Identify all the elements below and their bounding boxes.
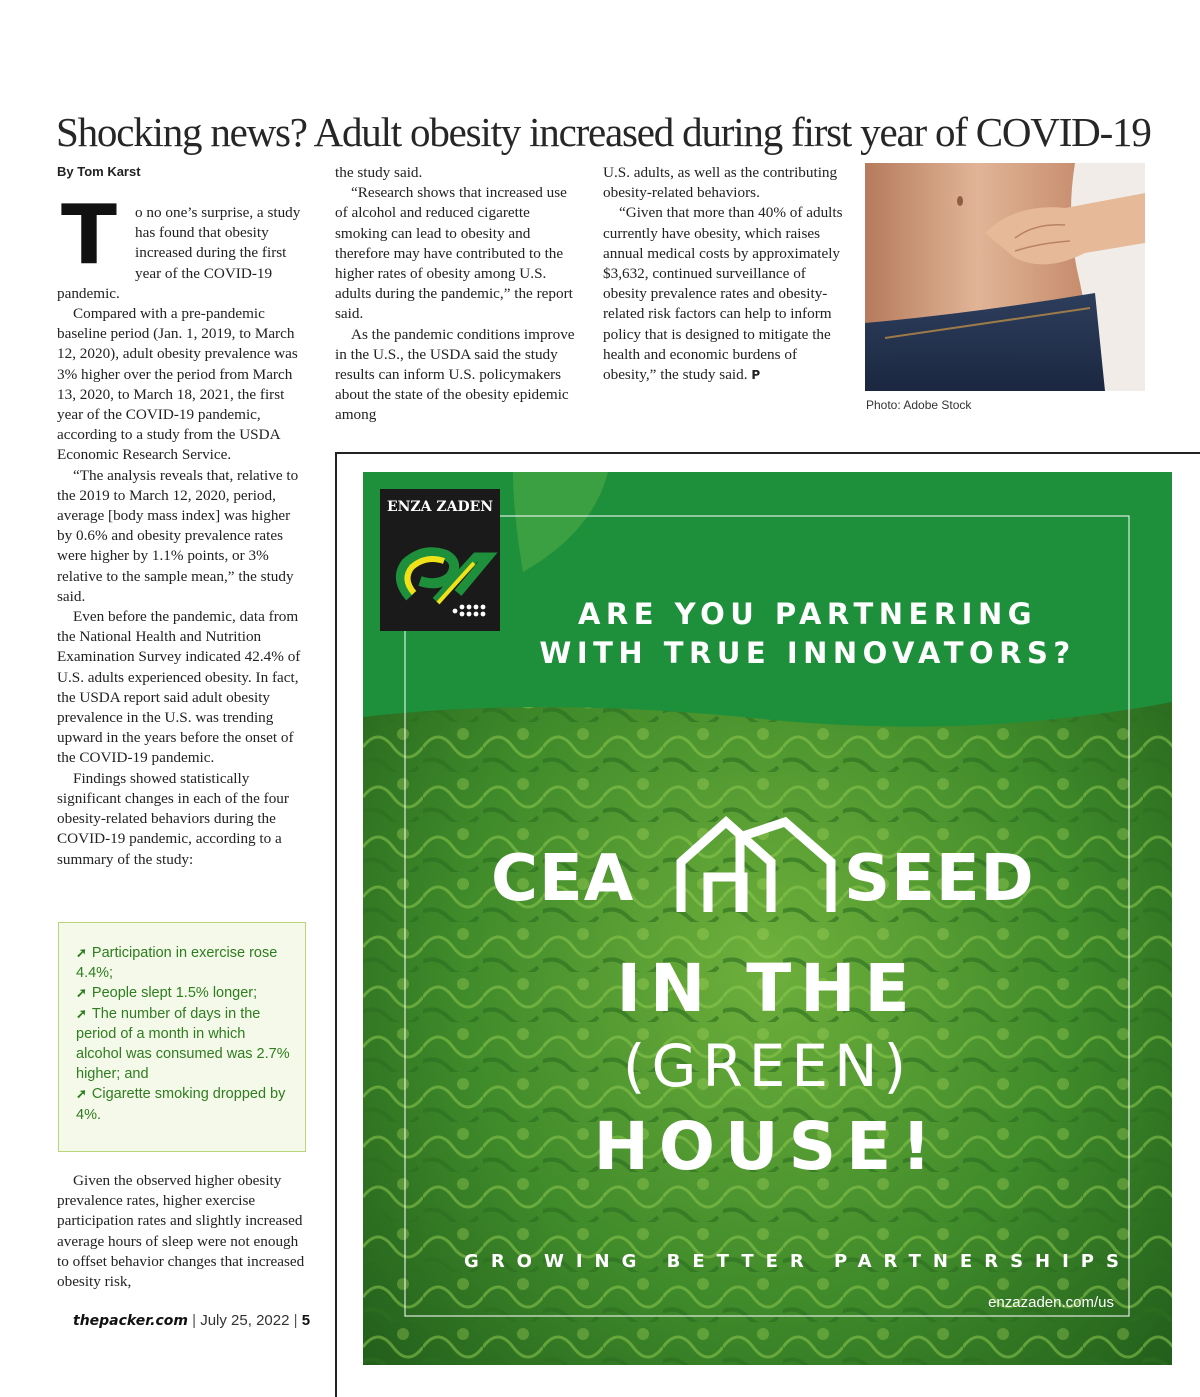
ad-word-cea: CEA xyxy=(491,842,635,916)
article-paragraph: “Given that more than 40% of adults currently have obesity, which raises annual medical costs by approximately $3,632, continued surveillance of obesity prevalence rates and obesity-related risk factors can help to inform policy that is designed to mitigate the health and economic burdens of obesity,” the study said. P xyxy=(603,204,843,384)
findings-sidebar xyxy=(58,922,306,1152)
ad-line-house: HOUSE! xyxy=(593,1108,942,1185)
page-footer: thepacker.com | July 25, 2022 | 5 xyxy=(73,1312,311,1329)
article-paragraph: “The analysis reveals that, relative to the 2019 to March 12, 2020, period, average [body mass index] was higher by 0.6% and obesity prevalence rates were higher by 1.1% points, or 3% relative to the sample mean,” the study said. xyxy=(57,466,299,605)
ad-url[interactable]: enzazaden.com/us xyxy=(988,1294,1114,1311)
sidebar-item: ➚ People slept 1.5% longer; xyxy=(76,985,258,1002)
article-paragraph: o no one’s surprise, a study has found that obesity increased during the first year of the COVID-19 pandemic. xyxy=(57,204,301,302)
arrow-icon: ➚ xyxy=(76,985,87,1001)
advertisement xyxy=(363,472,1172,1365)
article-paragraph: Findings showed statistically significant changes in each of the four obesity-related behaviors during the COVID-19 pandemic, according to a summary of the study: xyxy=(57,769,289,868)
ad-tagline: GROWING BETTER PARTNERSHIPS xyxy=(464,1251,1131,1272)
sidebar-item: ➚ The number of days in the period of a month in which alcohol was consumed was 2.7% higher; and xyxy=(76,1005,290,1083)
article-photo xyxy=(865,163,1145,391)
arrow-icon: ➚ xyxy=(76,945,87,960)
arrow-icon: ➚ xyxy=(76,1086,87,1102)
sidebar-item: ➚ Cigarette smoking dropped by 4%. xyxy=(76,1086,286,1123)
issue-date: July 25, 2022 xyxy=(200,1312,290,1329)
article-paragraph: “Research shows that increased use of alcohol and reduced cigarette smoking can lead to obesity and therefore may have contributed to the higher rates of obesity among U.S. adults during the pandemic,” the report said. xyxy=(335,184,573,323)
drop-cap: T xyxy=(61,188,117,283)
photo-credit: Photo: Adobe Stock xyxy=(866,398,972,412)
byline: By Tom Karst xyxy=(57,164,141,179)
ad-line-green: (GREEN) xyxy=(622,1032,913,1100)
article-column-3 xyxy=(603,163,853,385)
end-mark: P xyxy=(751,368,761,383)
ad-question-line-2: WITH TRUE INNOVATORS? xyxy=(539,636,1076,670)
ad-line-in-the: IN THE xyxy=(616,950,919,1027)
article-column-2 xyxy=(335,163,583,426)
article-paragraph: the study said. xyxy=(335,164,423,181)
sidebar-item: ➚ Participation in exercise rose 4.4%; xyxy=(76,945,278,982)
ad-word-seed: SEED xyxy=(844,842,1035,916)
article-column-1 xyxy=(57,188,305,870)
article-paragraph: U.S. adults, as well as the contributing obesity-related behaviors. xyxy=(603,164,838,202)
headline: Shocking news? Adult obesity increased during first year of COVID-19 xyxy=(56,109,1151,155)
article-paragraph: Even before the pandemic, data from the National Health and Nutrition Examination Survey indicated 42.4% of U.S. adults experienced obesity. In fact, the USDA report said adult obesity prevalence in the U.S. was trending upward in the years before the onset of the COVID-19 pandemic. xyxy=(57,608,301,767)
article-paragraph: Given the observed higher obesity prevalence rates, higher exercise participation rates and slightly increased average hours of sleep were not enough to offset behavior changes that increased obesity risk, xyxy=(57,1172,305,1291)
page-number: 5 xyxy=(301,1312,311,1329)
article-paragraph: As the pandemic conditions improve in the U.S., the USDA said the study results can inform U.S. policymakers about the state of the obesity epidemic among xyxy=(335,325,575,424)
enza-zaden-logo: ENZA ZADEN xyxy=(380,489,500,631)
ad-question-line-1: ARE YOU PARTNERING xyxy=(577,597,1038,631)
publication-logo: thepacker.com xyxy=(73,1313,188,1329)
article-column-1-bottom xyxy=(57,1171,309,1292)
arrow-icon: ➚ xyxy=(76,1005,87,1021)
article-paragraph: Compared with a pre-pandemic baseline period (Jan. 1, 2019, to March 12, 2020), adult obesity prevalence was 3% higher over the period from March 13, 2020, to March 18, 2021, the first year of the COVID-19 pandemic, according to a study from the USDA Economic Research Service. xyxy=(57,305,298,464)
